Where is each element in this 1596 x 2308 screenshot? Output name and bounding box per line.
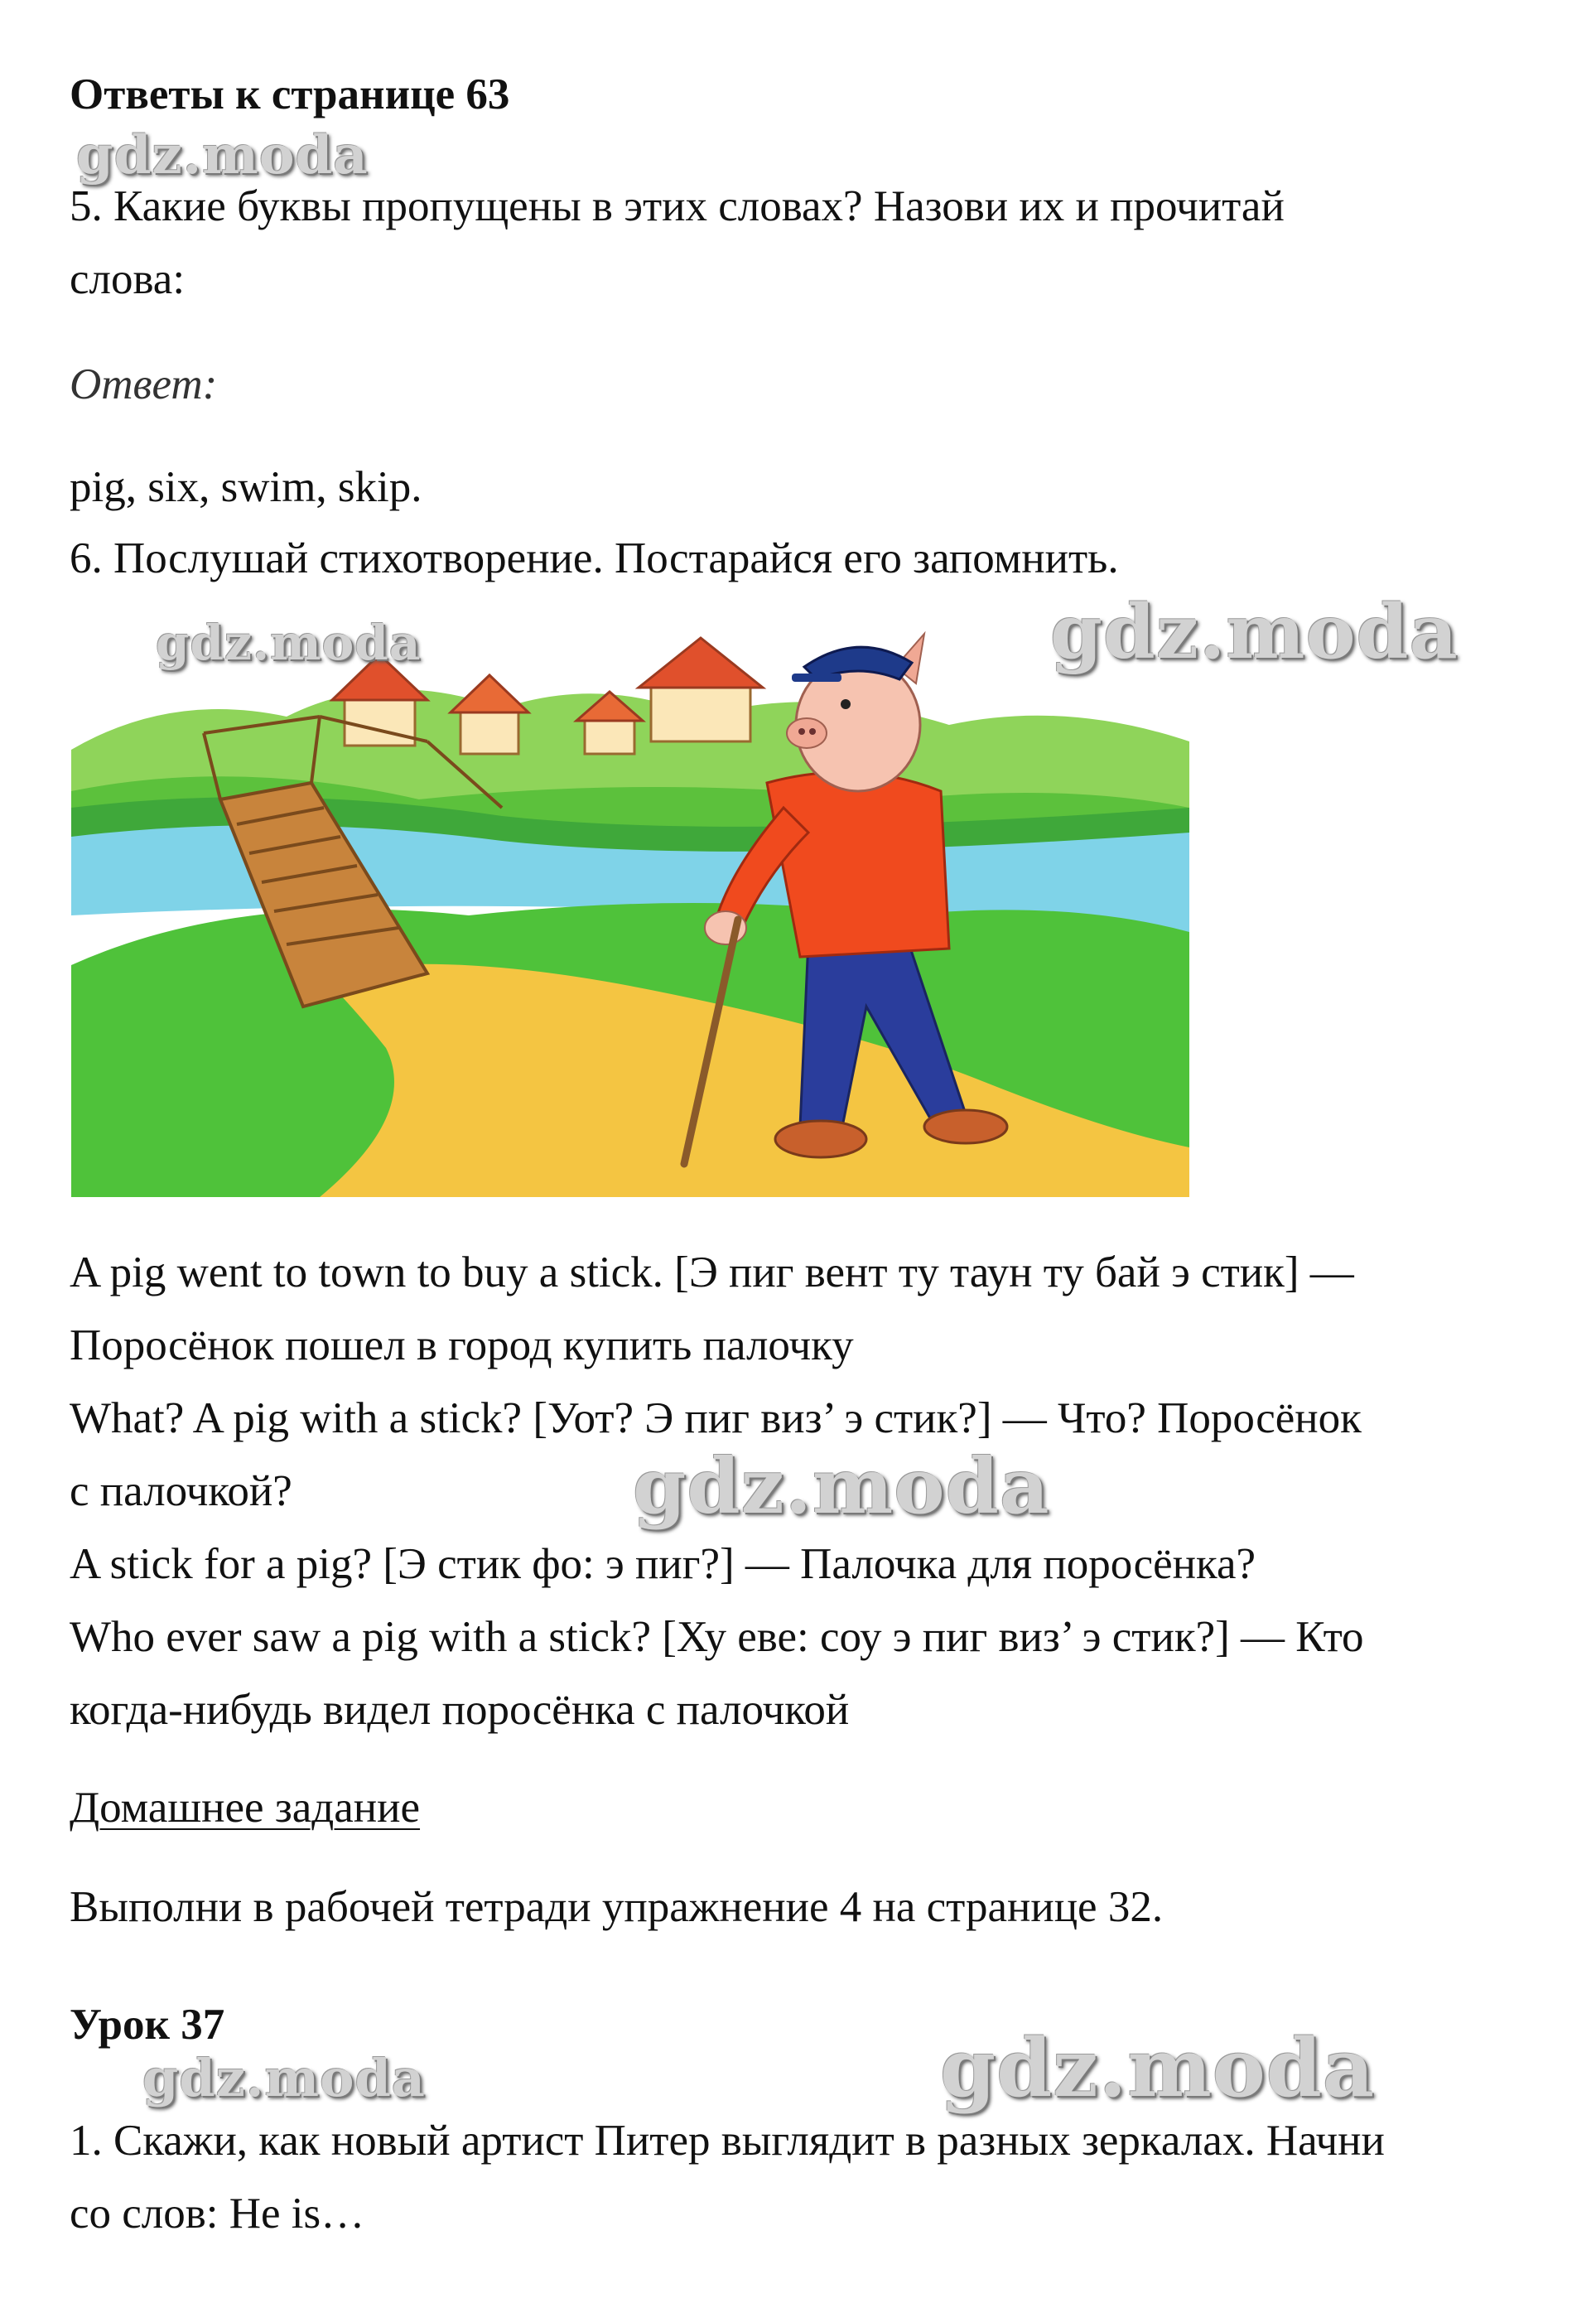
lesson-title: Урок 37 [70, 2001, 225, 2049]
task5-line1: 5. Какие буквы пропущены в этих словах? Назови их и прочитай [70, 182, 1285, 230]
poem-line: с палочкой? [70, 1467, 292, 1515]
poem-line: A stick for a pig? [Э стик фо: э пиг?] — Палочка для поросёнка? [70, 1540, 1256, 1588]
homework-text: Выполни в рабочей тетради упражнение 4 на странице 32. [70, 1883, 1164, 1931]
page-title: Ответы к странице 63 [70, 70, 510, 118]
answer-label: Ответ: [70, 360, 218, 408]
watermark: gdz.moda [142, 2048, 426, 2108]
task6-line1: 6. Послушай стихотворение. Постарайся его запомнить. [70, 534, 1119, 582]
poem-line: Who ever saw a pig with a stick? [Ху еве: соу э пиг виз’ э стик?] — Кто [70, 1613, 1364, 1661]
poem-line: когда-нибудь видел поросёнка с палочкой [70, 1686, 850, 1734]
homework-title: Домашнее задание [70, 1784, 421, 1832]
poem-line: What? A pig with a stick? [Уот? Э пиг виз’ э стик?] — Что? Поросёнок [70, 1394, 1362, 1442]
watermark: gdz.moda [940, 2021, 1376, 2115]
task5-line2: слова: [70, 255, 186, 303]
watermark: gdz.moda [1050, 588, 1459, 676]
watermark: gdz.moda [633, 1441, 1050, 1531]
watermark: gdz.moda [76, 124, 369, 186]
pig-illustration [71, 617, 1189, 1197]
watermark: gdz.moda [156, 615, 422, 671]
answer-text: pig, six, swim, skip. [70, 463, 422, 511]
poem-line: Поросёнок пошел в город купить палочку [70, 1321, 854, 1369]
lesson-line1: 1. Скажи, как новый артист Питер выглядит в разных зеркалах. Начни [70, 2117, 1385, 2165]
lesson-line2: со слов: He is… [70, 2190, 365, 2238]
poem-line: A pig went to town to buy a stick. [Э пиг вент ту таун ту бай э стик] — [70, 1248, 1354, 1296]
